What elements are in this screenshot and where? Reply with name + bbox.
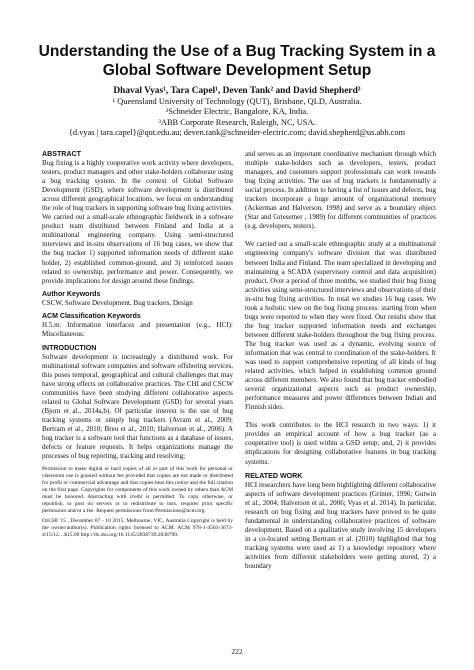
page-number: 222 <box>231 647 243 656</box>
acm-heading: ACM Classification Keywords <box>42 312 141 320</box>
left-column <box>42 150 233 538</box>
paper-title <box>20 42 454 80</box>
title-line-2: Global Software Development Setup <box>102 62 372 79</box>
related-work-text: HCI researchers have long been highlighting different collaborative aspects of software development practices (Grinter, 1996; Gutwin et al., 2004; Halverson et al., 2006; Vyas et al. 2014). In particular, research on bug fixing and bug trackers have proved to be quite fundamental in understanding collaborative practices of software development. Based on a qualitative study involving 15 developers in a co-located setting Bertram et al. (2010) highlighted that bug tracking systems were used as 1) a knowledge repository where activities from different stakeholders were getting stored, 2) a boundary <box>245 480 436 570</box>
affiliation-3: ³ABB Corporate Research, Raleigh, NC, USA. <box>158 117 316 127</box>
introduction-text: Software development is increasingly a distributed work. For multinational software companies and software offshoring services, this poses temporal, geographical and cultural challenges that may have strong effects on collaborative practices. The CHI and CSCW communities have been studying different collaborative aspects related to Global Software Development (GSD) for several years (Bjorn et al., 2014a,b). Of particular interest is the use of bug tracking systems or simply bug trackers (Avram et al., 2009; Bertram et al., 2010; Breu et al., 2010; Halverson et al., 2006). A bug tracker is a software tool that functions as a database of issues, defects or feature requests. It helps organizations manage the processes of bug reporting, tracking and resolving; <box>42 352 233 461</box>
abstract-text: Bug fixing is a highly cooperative work activity where developers, testers, product managers and other stake-holders collaborate using a bug tracking system. In the context of Global Software Development (GSD), where software development is distributed across different geographical locations, we focus on understanding the role of bug trackers in supporting software bug fixing activities. We carried out a small-scale ethnographic fieldwork in a software product team distributed between Finland and India at a multinational engineering company. Using semi-structured interviews and in-situ observations of 16 bug cases, we show that the bug tracker 1) supported information needs of different stake holder, 2) established common-ground, and 3) reinforced issues related to ownership, performance and power. Consequently, we provide implications for design around these findings. <box>42 159 233 285</box>
author-emails: {d.vyas | tara.capel}@qut.edu.au; deven.tank@schneider-electric.com; david.shepherd@us.abb.com <box>68 128 406 138</box>
permission-text: Permission to make digital or hard copies of all or part of this work for personal or classroom use is granted without fee provided that copies are not made or distributed for profit or commercial advantage and that copies bear this notice and the full citation on the first page. Copyrights for components of this work owned by others than ACM must be honored. Abstracting with credit is permitted. To copy otherwise, or republish, to post on servers or to redistribute to lists, requires prior specific permission and/or a fee. Request permissions from Permissions@acm.org. <box>42 466 233 514</box>
keywords-text: CSCW, Software Development, Bug trackers, Design <box>42 298 193 307</box>
affiliation-1: ¹ Queensland University of Technology (QUT), Brisbane, QLD, Australia. <box>112 96 362 106</box>
affiliation-2: ²Schneider Electric, Bangalore, KA, India. <box>165 107 309 117</box>
introduction-heading: INTRODUCTION <box>42 343 97 352</box>
related-work-heading: RELATED WORK <box>245 471 303 480</box>
permission-block <box>42 466 233 538</box>
title-line-1: Understanding the Use of a Bug Tracking System in a <box>38 43 436 60</box>
right-paragraph-2: We carried out a small-scale ethnographic study at a multinational engineering company's software division that was distributed between India and Finland. The team specialized in developing and maintaining a SCADA (supervisory control and data acquisition) product. Over a period of three months, we studied their bug fixing activities using semi-structured interviews and observations of their in-situ bug fixing activities. In total we studies 16 bug cases. We took a holistic view on the bug fixing process: starting from when bugs were reported to when they were fixed. Our results show that the bug tracker supported information needs and exchanges between different stake-holders throughout the bug fixing process. The bug tracker was used as a dynamic, evolving source of information that was central to coordination of the stake-holders. It was used to support comprehensive reporting of all kinds of bug related activities, which helped in establishing common ground across different members. We also found that bug tracker embodied several organizational aspects such as product ownership, performance measures and power differences between Indian and Finnish sides. <box>245 240 436 412</box>
abstract-heading: ABSTRACT <box>42 150 82 158</box>
right-paragraph-1: and serves as an important coordinative mechanism through which multiple stake-holders such as developers, testers, product managers, and customers support professionals can work towards bug fixing activities. The use of bug trackers is fundamentally a social process. In addition to having a list of issues and defects, bug trackers incorporate a huge amount of organizational memory (Ackerman and Halverson, 1998) and serve as a boundary object (Star and Griesemer , 1989) for different communities of practices (e.g. developers, testers). <box>245 150 437 231</box>
acm-text: H.5.m. Information interfaces and presentation (e.g., HCI): Miscellaneous. <box>42 320 233 338</box>
right-column <box>245 150 436 571</box>
keywords-heading: Author Keywords <box>42 290 101 298</box>
copyright-text: OzCHI '15 , December 07 - 10 2015, Melbourne, VIC, Australia Copyright is held by the owner/author(s). Publication rights licensed to ACM. ACM 978-1-4503-3673-4/15/12…$15.00 http://dx.doi.org/10.1145/2838739.2838790. <box>42 517 233 538</box>
right-paragraph-3: This work contributes to the HCI research in two ways: 1) it provides an empirical account of how a bug tracker (as a cooperative tool) is used within a GSD setup; and, 2) it provides implications for designing collaborative features in bug tracking systems. <box>245 421 436 466</box>
author-names: Dhaval Vyas¹, Tara Capel¹, Deven Tank² and David Shepherd³ <box>113 86 361 96</box>
author-block <box>20 86 454 139</box>
